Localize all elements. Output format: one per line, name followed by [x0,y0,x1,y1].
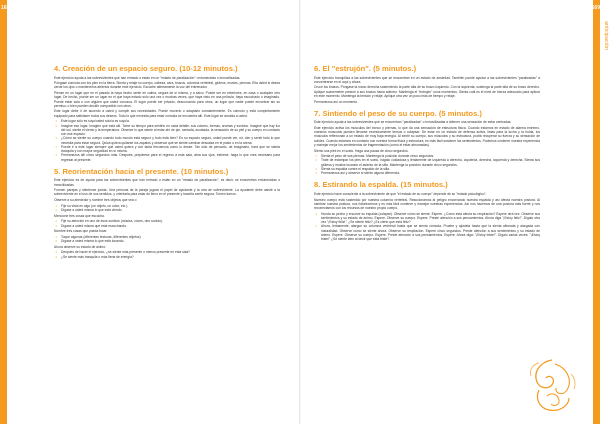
bullet-item: • Hunda su pecho y encorve su espalda (colapse). Observe cómo se siente. Espere. ¿Cómo está afecta su respiración? Espere otra vez. Observe sus sentimientos y su estado de ánimo. Espere. Observe su cuerpo. Espere. Preste atención a sus pensamientos. Ahora diga "¡Estoy feliz!". Dígalo otra vez "¡Estoy feliz!". ¿Se siente feliz? ¿Es cierto que está feliz? [314,212,540,225]
section-heading: 5. Reorientación hacia el presente. (10 minutos.) [54,166,229,176]
bullet-item: • Imagine ese lugar. Imagine que está allí. Tome su tiempo para sentirlo en cada detalle: sus colores, formas, aromas y sonidos. Imagine que hay luz del sol, siente el viento y la temperatura. Observe lo que siente al estar ahí de pie, sentada, acostada, la sensación de su piel y su cuerpo en contacto con ese espacio. [54,124,280,137]
body-paragraph: Ahora observe su estado de ánimo: [54,244,107,249]
bullet-item: • Toque algunas (diferentes texturas, diferentes objetos). [54,235,280,239]
body-paragraph: Piense en un lugar que en el pasado la haya hecho sentir en calma, segura de sí misma, y a salvo. Puede ser en exteriores, en casa o cualquier otro lugar. De hecho, puede ser un lugar en el que haya estado sólo una vez o muchas veces, que haya visto en una película, haya escuchado o imaginado. Puede estar sola o con alguien que usted conozca. El lugar puede ser privado, desconocido para otros, un lugar que nadie puede encontrar sin su permiso; o bien pueden decidir compartirlo con otros. [54,91,280,108]
body-paragraph: Este ejercicio hace consciente a la sobreviviente de que "el estado de su cuerpo" depende de su "estado psicológico". [314,191,487,196]
body-paragraph: Mencione tres cosas que escucha. [54,213,105,218]
body-paragraph: Póngase cómoda con los pies en la tierra. Sienta y relaje su cuerpo, cabeza, cara, brazos, columna vertebral, glúteos, muslos, piernas. Ella usted si desea cerrar los ojos o mantenerlos abiertos durante este ejercicio. Escuche atentamente la voz del entrenador. [54,81,280,90]
left-edge-bar [0,0,10,424]
decorative-swirl-illustration [525,356,579,414]
section-heading: 6. El "estrujón". (5 minutos.) [314,64,417,73]
bullet-item: • Fije su atención en uno de esos sonidos (música, voces, otro sonido). [54,219,280,223]
right-page [300,0,609,424]
bullet-item: • Dígase a usted misma qué está escuchando. [54,224,280,228]
bullet-item: • Fije su vista en algo (un objeto, un color, etc.). [54,204,280,208]
bullet-item: • Sienta su espalda contra el respaldo de la silla. [314,167,540,171]
bullet-item: • ¿Cómo se siente su cuerpo cuando todo mundo está seguro y todo está bien? En su espacio seguro, usted puede ver, oír, oler y sentir todo lo que necesita para estar segura. Quizá quiera quitarse los zapatos y observar qué se siente caminar descalza en el pasto o en la arena. [54,136,280,145]
page-number-right: 169 [591,5,600,11]
bullet-list [54,235,280,244]
bullet-item: • Trate de estampar los pies en el suelo, hágalo cuidadosa y lentamente de izquierda a derecha, izquierda, derecha, izquierda y derecha. Sienta sus glúteos y muslos tocando el asiento de la silla. Mantenga la posición durante cinco segundos. [314,158,540,167]
bullet-item: • Ahora, lentamente, alargue su columna vertebral hasta que se sienta cómoda. Pruebe y ajústela hasta que la sienta alineada y alargada con naturalidad. Observe cómo se siente ahora. Observe su respiración. Espere cinco segundos. Preste atención a sus sentimientos y su estado de ánimo. Espere. Observe su cuerpo. Espere. Preste atención a sus pensamientos. Espere. Ahora diga: "¡Estoy triste!". Dígalo varias veces: "¡Estoy triste!" ¿Se siente bien al decir que está triste? [314,224,540,241]
bullet-item: • Sienta el peso de sus piernas. Mantenga la posición durante cinco segundos. [314,154,540,158]
bullet-list [314,212,540,242]
bullet-item: • Puede ir a este lugar siempre que usted quiera y con tanta frecuencia como lo desee. Tan sólo de pensarlo, de imaginarlo, hará que se sienta tranquila y con mayor seguridad en sí misma. [54,145,280,154]
body-paragraph: Este ejercicio tranquiliza a las sobrevivientes que se encuentran en un estado de ansiedad. También puede ayudar a las sobrevivientes "paralizadas" a concentrarse en el aquí y ahora. [314,75,540,84]
body-paragraph: Este ejercicio ayuda a las sobrevivientes que han entrado o están en un "estado de paralización": entumecidas o inmovilizadas. [54,75,241,80]
bullet-item: • Este lugar sólo es suyo/usted solo/a es suyo/a. [54,119,280,123]
body-paragraph: Observe a su alrededor y nombre tres objetos que vea o [54,198,137,203]
bullet-list [54,119,280,162]
bullet-item: • Dígase a usted misma lo que está tocando. [54,239,280,243]
bullet-list [54,204,280,213]
bullet-list [54,250,280,259]
body-paragraph: Este ejercicio es de ayuda para las sobrevivientes que han entrado o están en un "estado de paralización", es decir, se encuentran entumecidas o inmovilizadas. [54,178,280,187]
left-text-column [54,64,280,260]
bullet-list [54,219,280,228]
bullet-item: • Permanezca allí cinco segundos más. Después, prepárese para el regreso a esta sala, abra sus ojos, estírese, haga lo que crea necesario para regresar al presente. [54,153,280,162]
right-text-column [314,64,540,243]
body-paragraph: Este ejercicio ayuda a las sobrevivientes que se encuentran "paralizadas" o inmovilizadas a obtener una sensación de estar centradas. [314,120,512,125]
section-heading: 8. Estirando la espalda. (15 minutos.) [314,180,448,190]
body-paragraph: Permanezca así un momento. [314,99,358,104]
right-edge-bar [593,0,600,424]
body-paragraph: Nombre tres cosas que pueda tocar. [54,229,108,234]
page-number-left: 168 [1,5,10,11]
bullet-item: • Permanezca así y observe si siente alguna diferencia. [314,171,540,175]
bullet-item: • ¿Se siente más tranquila o más llena de energía? [54,255,280,259]
bullet-list [314,154,540,175]
bullet-item: • Después de hacer el ejercicio, ¿se siente más presente o menos presente en esta sala? [54,250,280,254]
bullet-item: • Dígase a usted misma lo que está viendo. [54,208,280,212]
body-paragraph: Nuestro cuerpo está sostenido por nuestra columna vertebral. Reaccionamos al peligro encorvando nuestra espalda y así afecta nuestra postura. Al cambiar nuestra postura, nos fortalecemos y es más fácil contener y manejar nuestras experiencias. Así nos hacemos de una postura más fuerte y nos reconectamos con los recursos de nuestro propio cuerpo. [314,197,540,211]
left-page [0,0,300,424]
body-paragraph: Cruce los brazos. Póngase la mano derecha sosteniendo la parte alta de su brazo izquierdo. Con la izquierda, sostenga la parte alta de su brazo derecho. Aplique suavemente presión a sus brazos hacia adentro. Mantenga el "estrujón" unos momentos. Sienta cuál es el nivel de fuerza adecuado para aplicar en este momento. Mantenga la tensión y relaje. Aplique otra vez un poco más de tiempo y relaje. [314,85,540,98]
section-heading: 4. Creación de un espacio seguro. (10-12 minutos.) [54,64,238,73]
body-paragraph: Este ejercicio activa los músculos del tronco y piernas, lo que da una sensación de estructura física. Cuando estamos en estado de alarma extremo, nuestros músculos pueden llevarse excesivamente tensos o colapsar. De estar en un estado de defensa activa, listas para la lucha y la huida, los músculos reflexionan a un estado de muy baja energía. Al sentir su cuerpo, sus músculos y su estructura, podrá recuperar su fuerza y su sensación de solidez. Cuando estamos en contacto con nuestra forma física y estructura, es más fácil sostener los sentimientos. Podemos contener nuestra experiencia y manejar mejor los sentimientos de fragmentación (como el estar abrumadas). [314,125,540,147]
section-heading: 7. Sintiendo el peso de su cuerpo. (5 minutos.) [314,108,482,118]
body-paragraph: Este lugar debe ir de acuerdo a usted y cumplir sus necesidades. Puede moverlo o adaptarlo constantemente. Es cómodo y está completamente equipado para satisfacer todos sus deseos. Todo lo que necesita para estar cómoda se encuentra allí. Este lugar se amolda a usted. [54,109,280,118]
body-paragraph: Siento sus pies en el suelo. Haga una pausa de cinco segundos. [314,148,409,153]
body-paragraph: Formen parejas y siéntense juntas. Una persona de la pareja jugará el papel de ayudante y la otra de sobreviviente. La ayudante debe asistir a la sobreviviente en el uso de sus sentidos, y orientarla para estar de lleno en el presente y hacerla sentir segura. Tomen turnos. [54,188,280,197]
section-tag-right: anticipación [603,20,609,50]
